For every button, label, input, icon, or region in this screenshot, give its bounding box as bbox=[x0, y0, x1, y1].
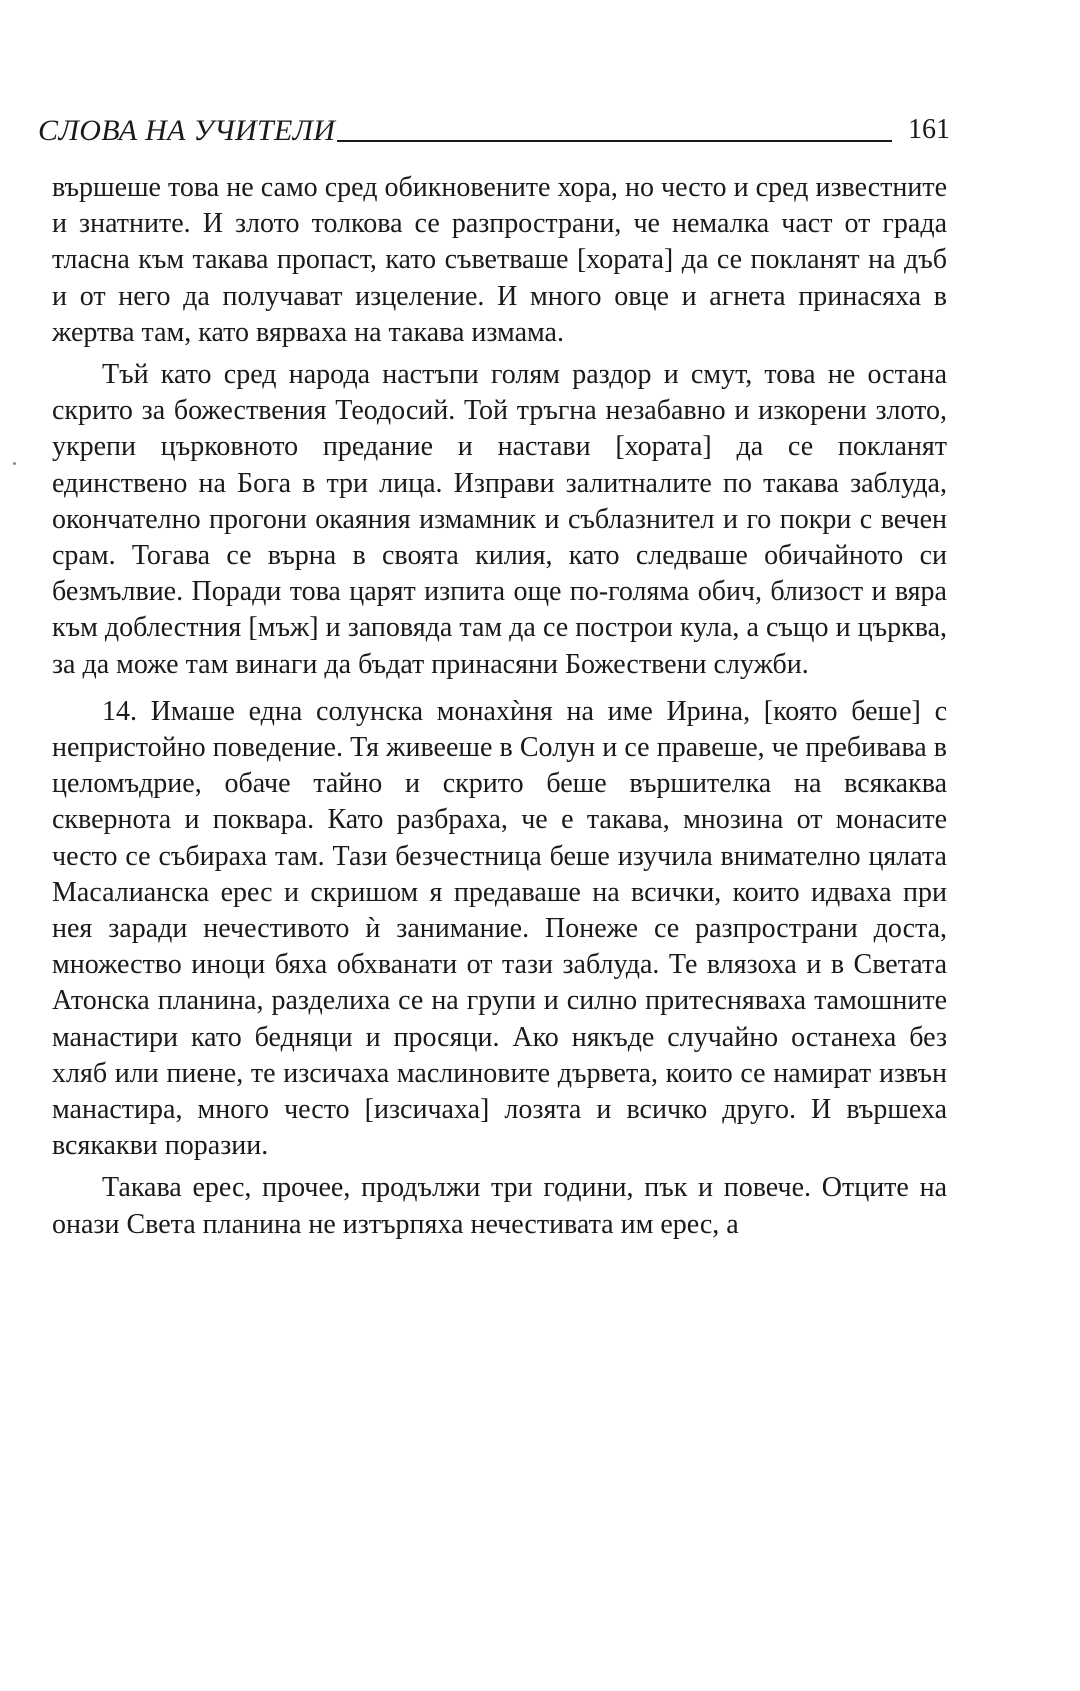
paragraph-4: Такава ерес, прочее, продължи три години, пък и повече. Отците на онази Света планина не изтърпяха нечестивата им ерес, а bbox=[52, 1172, 947, 1240]
paragraph-3: 14. Имаше една солунска монахѝня на име Ирина, [която беше] с непристойно поведение. Тя живееше в Солун и се правеше, че пребивава в целомъдрие, обаче тайно и скрито беше вършителка на всякаква сквернота и поквара. Като разбраха, че е такава, мнозина от монасите често се събираха там. Тази безчестница беше изучила внимателно цялата Масалианска ерес и скришом я предаваше на всички, които идваха при нея заради нечестивото ѝ занимание. Понеже се разпространи доста, множество иноци бяха обхванати от тази заблуда. Те влязоха и в Светата Атонска планина, разделиха се на групи и силно притесняваха тамошните манастири като бедняци и просяци. Ако някъде случайно останеха без хляб или пиене, те изсичаха маслиновите дървета, които се намират извън манастира, много често [изсичаха] лозята и всичко друго. И вършеха всякакви поразии. bbox=[52, 695, 947, 1162]
body-text bbox=[52, 170, 947, 1243]
paragraph-1: вършеше това не само сред обикновените хора, но често и сред известните и знатните. И злото толкова се разпространи, че немалка част от града тласна към такава пропаст, като съветваше [хората] да се покланят на дъб и от него да получават изцеление. И много овце и агнета принасяха в жертва там, като вярваха на такава измама. bbox=[52, 172, 947, 348]
scan-speck bbox=[13, 462, 16, 465]
paragraph-2: Тъй като сред народа настъпи голям раздор и смут, това не остана скрито за божествения Теодосий. Той тръгна незабавно и изкорени злото, укрепи църковното предание и настави [хората] да се покланят единствено на Бога в три лица. Изправи залитналите по такава заблуда, окончателно прогони окаяния измамник и съблазнител и го покри с вечен срам. Тогава се върна в своята килия, като следваше обичайното си безмълвие. Поради това царят изпита още по-голяма обич, близост и вяра към доблестния [мъж] и заповяда там да се построи кула, а също и църква, за да може там винаги да бъдат принасяни Божествени служби. bbox=[52, 359, 947, 680]
running-title: СЛОВА НА УЧИТЕЛИ bbox=[38, 114, 336, 147]
header-rule bbox=[337, 140, 892, 142]
running-header bbox=[38, 108, 950, 148]
page-number: 161 bbox=[908, 114, 950, 145]
